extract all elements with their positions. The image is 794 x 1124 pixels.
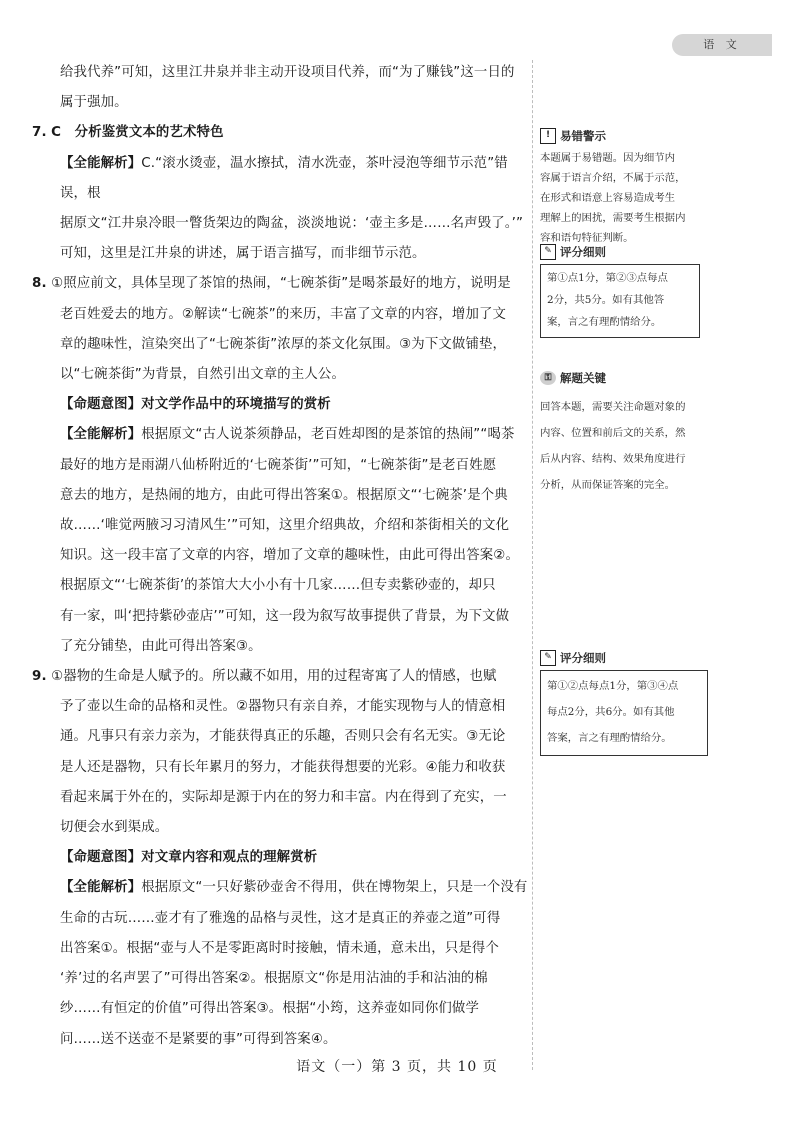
key-icon: ⚿ (540, 371, 556, 385)
scoring-line: 2分，共5分。如有其他答 (547, 294, 665, 306)
analysis-line: 有一家，叫‘把持紫砂壶店’”可知，这一段为叙写故事提供了背景，为下文做 (60, 608, 510, 624)
analysis-text: 根据原文“一只好紫砂壶舍不得用，供在博物架上，只是一个没有 (141, 880, 528, 896)
analysis-line: 根据原文“‘七碗茶街’的茶馆大大小小有十几家……但专卖紫砂壶的，却只 (60, 578, 496, 594)
q8-number: 8. (32, 276, 47, 292)
analysis-line: 据原文“江井泉冷眼一瞥货架边的陶盆，淡淡地说：‘壶主多是……名声毁了。’” (60, 216, 524, 232)
q9-number: 9. (32, 669, 47, 685)
q9-answer-line: 切便会水到渠成。 (60, 820, 169, 836)
q7-answer (32, 118, 530, 148)
key-title: 解题关键 (560, 371, 606, 385)
q8-answer-line: 以“七碗茶街”为背景，自然引出文章的主人公。 (60, 367, 345, 383)
q9-analysis (32, 873, 530, 903)
q9-answer-line: 看起来属于外在的，实际却是源于内在的努力和丰富。内在得到了充实，一 (60, 789, 507, 805)
analysis-line: 知识。这一段丰富了文章的内容，增加了文章的趣味性，由此可得出答案②。 (60, 548, 519, 564)
key-body (540, 394, 712, 498)
q9-answer-line: 是人还是器物，只有长年累月的努力，才能获得想要的光彩。④能力和收获 (60, 759, 506, 775)
scoring-line: 第①点1分，第②③点每点 (547, 272, 668, 284)
scoring-line: 每点2分，共6分。如有其他 (547, 706, 675, 718)
q9-answer-line: 通。凡事只有亲力亲为，才能获得真正的乐趣，否则只会有名无实。③无论 (60, 729, 506, 745)
key-header (540, 368, 712, 388)
analysis-line: 纱……有恒定的价值”可得出答案③。根据“小筠，这养壶如同你们做学 (60, 1001, 480, 1017)
analysis-label: 【全能解析】 (60, 880, 142, 896)
scoring-line: 第①②点每点1分，第③④点 (547, 680, 679, 692)
key-line: 内容、位置和前后文的关系，然 (540, 427, 686, 439)
key-line: 分析，从而保证答案的完全。 (540, 479, 676, 491)
subject-tag: 语 文 (672, 34, 772, 56)
pencil-icon: ✎ (540, 244, 556, 260)
analysis-line: 生命的古玩……壶才有了雅逸的品格与灵性，这才是真正的养壶之道”可得 (60, 910, 501, 926)
q8-answer-line: 老百姓爱去的地方。②解读“七碗茶”的来历，丰富了文章的内容，增加了文 (60, 306, 507, 322)
analysis-line: 意去的地方，是热闹的地方，由此可得出答案①。根据原文“‘七碗茶’是个典 (60, 487, 508, 503)
warning-line: 容和语句特征判断。 (540, 232, 634, 244)
analysis-text: C.“滚水烫壶，温水擦拭，清水洗壶，茶叶浸泡等细节示范”错误，根 (60, 155, 508, 201)
scoring-header-1 (540, 242, 700, 262)
key-line: 回答本题，需要关注命题对象的 (540, 401, 686, 413)
pencil-icon: ✎ (540, 650, 556, 666)
key-line: 后从内容、结构、效果角度进行 (540, 453, 686, 465)
analysis-text: 根据原文“古人说茶须静品，老百姓却图的是茶馆的热闹”“喝茶 (141, 427, 515, 443)
q7-answer-text: C 分析鉴赏文本的艺术特色 (51, 125, 224, 141)
q9-answer-line: 予了壶以生命的品格和灵性。②器物只有亲自养，才能实现物与人的情意相 (60, 699, 506, 715)
q8-intent (32, 390, 530, 420)
analysis-line: 了充分铺垫，由此可得出答案③。 (60, 638, 262, 654)
q7-number: 7. (32, 125, 47, 141)
q8-answer (32, 269, 530, 299)
intent-label: 【命题意图】 (60, 850, 142, 866)
intent-label: 【命题意图】 (60, 397, 142, 413)
warning-body (540, 148, 710, 248)
warning-header (540, 126, 710, 146)
scoring-box-1 (540, 264, 700, 338)
scoring-note-2 (540, 648, 708, 756)
analysis-line: 故……‘唯觉两腋习习清风生’”可知，这里介绍典故，介绍和茶街相关的文化 (60, 518, 510, 534)
analysis-label: 【全能解析】 (60, 155, 142, 171)
analysis-line: ‘养’过的名声罢了”可得出答案②。根据原文“你是用沾油的手和沾油的棉 (60, 971, 488, 987)
analysis-line: 出答案①。根据“壶与人不是零距离时时接触，情未通，意未出，只是得个 (60, 940, 499, 956)
key-note (540, 368, 712, 498)
page-footer: 语文（一）第 3 页，共 10 页 (296, 1059, 498, 1075)
warning-note (540, 126, 710, 248)
warning-title: 易错警示 (560, 129, 606, 143)
q9-answer (32, 662, 530, 692)
analysis-line: 问……送不送壶不是紧要的事”可得到答案④。 (60, 1031, 337, 1047)
intro-line: 属于强加。 (60, 95, 128, 111)
intent-text: 对文章内容和观点的理解赏析 (141, 850, 318, 866)
q8-analysis (32, 420, 530, 450)
analysis-line: 最好的地方是雨湖八仙桥附近的‘七碗茶街’”可知，“七碗茶街”是老百姓愿 (60, 457, 497, 473)
q8-answer-line: 章的趣味性，渲染突出了“七碗茶街”浓厚的茶文化氛围。③为下文做铺垫， (60, 336, 507, 352)
intent-text: 对文学作品中的环境描写的赏析 (141, 397, 331, 413)
analysis-label: 【全能解析】 (60, 427, 142, 443)
scoring-title-2: 评分细则 (560, 651, 606, 665)
q9-answer-line: ①器物的生命是人赋予的。所以藏不如用，用的过程寄寓了人的情感，也赋 (51, 669, 497, 685)
q7-analysis (32, 149, 530, 209)
scoring-title-1: 评分细则 (560, 245, 606, 259)
scoring-line: 案，言之有理酌情给分。 (547, 316, 662, 328)
warning-line: 理解上的困扰，需要考生根据内 (540, 212, 686, 224)
column-divider (532, 60, 533, 1070)
scoring-note-1 (540, 242, 700, 338)
warning-icon: ! (540, 128, 556, 144)
analysis-line: 可知，这里是江井泉的讲述，属于语言描写，而非细节示范。 (60, 246, 426, 262)
scoring-header-2 (540, 648, 708, 668)
warning-line: 本题属于易错题。因为细节内 (540, 152, 676, 164)
warning-line: 在形式和语意上容易造成考生 (540, 192, 676, 204)
warning-line: 容属于语言介绍，不属于示范， (540, 172, 686, 184)
intro-line: 给我代养”可知，这里江井泉并非主动开设项目代养，而“为了赚钱”这一日的 (60, 65, 515, 80)
q8-answer-line: ①照应前文，具体呈现了茶馆的热闹，“七碗茶街”是喝茶最好的地方，说明是 (51, 276, 511, 292)
q9-intent (32, 843, 530, 873)
answer-column (32, 58, 530, 1055)
scoring-line: 答案，言之有理酌情给分。 (547, 732, 672, 744)
scoring-box-2 (540, 670, 708, 756)
